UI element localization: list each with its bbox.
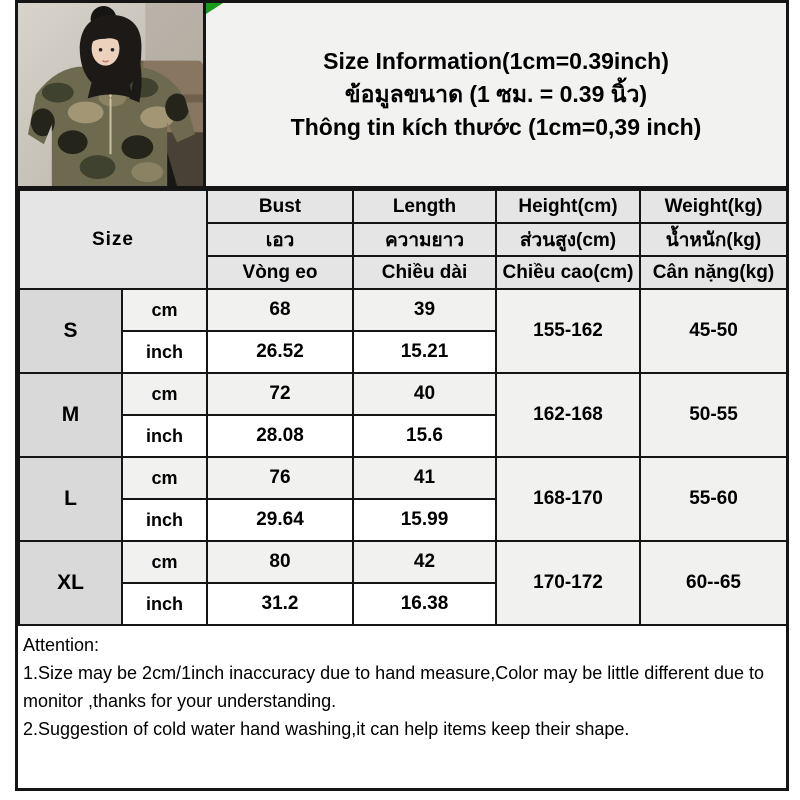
unit-inch: inch <box>122 583 207 625</box>
col-header-weight-th: น้ำหนัก(kg) <box>640 223 787 256</box>
length-inch-m: 15.6 <box>353 415 496 457</box>
col-header-length-en: Length <box>353 190 496 223</box>
height-s: 155-162 <box>496 289 640 373</box>
height-xl: 170-172 <box>496 541 640 625</box>
length-inch-l: 15.99 <box>353 499 496 541</box>
col-header-weight-en: Weight(kg) <box>640 190 787 223</box>
attention-note-2: 2.Suggestion of cold water hand washing,it can help items keep their shape. <box>23 719 630 739</box>
col-header-length-vi: Chiều dài <box>353 256 496 289</box>
size-header-cell: Size <box>19 190 207 289</box>
col-header-bust-vi: Vòng eo <box>207 256 353 289</box>
bust-cm-xl: 80 <box>207 541 353 583</box>
size-label-l: L <box>19 457 122 541</box>
green-corner-marker <box>206 3 223 14</box>
attention-note-1: 1.Size may be 2cm/1inch inaccuracy due to hand measure,Color may be little different due to monitor ,thanks for your understanding. <box>23 663 765 711</box>
col-header-height-vi: Chiều cao(cm) <box>496 256 640 289</box>
bust-cm-s: 68 <box>207 289 353 331</box>
weight-xl: 60--65 <box>640 541 787 625</box>
size-chart-frame <box>15 0 789 791</box>
bust-inch-xl: 31.2 <box>207 583 353 625</box>
unit-cm: cm <box>122 457 207 499</box>
table-row-s-cm <box>19 289 787 331</box>
length-inch-xl: 16.38 <box>353 583 496 625</box>
length-cm-xl: 42 <box>353 541 496 583</box>
length-inch-s: 15.21 <box>353 331 496 373</box>
weight-s: 45-50 <box>640 289 787 373</box>
col-header-bust-th: เอว <box>207 223 353 256</box>
size-label-s: S <box>19 289 122 373</box>
unit-cm: cm <box>122 541 207 583</box>
length-cm-l: 41 <box>353 457 496 499</box>
header <box>18 3 786 189</box>
length-cm-m: 40 <box>353 373 496 415</box>
bust-inch-m: 28.08 <box>207 415 353 457</box>
table-row-xl-cm <box>19 541 787 583</box>
height-m: 162-168 <box>496 373 640 457</box>
height-l: 168-170 <box>496 457 640 541</box>
bust-cm-m: 72 <box>207 373 353 415</box>
size-table <box>18 189 788 626</box>
table-row-m-cm <box>19 373 787 415</box>
unit-inch: inch <box>122 415 207 457</box>
col-header-height-th: ส่วนสูง(cm) <box>496 223 640 256</box>
title-thai: ข้อมูลขนาด (1 ซม. = 0.39 นิ้ว) <box>344 81 648 107</box>
product-photo <box>18 3 206 186</box>
header-row-english <box>19 190 787 223</box>
col-header-height-en: Height(cm) <box>496 190 640 223</box>
col-header-bust-en: Bust <box>207 190 353 223</box>
attention-notes <box>18 626 786 743</box>
unit-inch: inch <box>122 499 207 541</box>
unit-cm: cm <box>122 373 207 415</box>
product-photo-illustration <box>18 3 203 186</box>
title-block <box>206 3 786 186</box>
length-cm-s: 39 <box>353 289 496 331</box>
title-vietnamese: Thông tin kích thước (1cm=0,39 inch) <box>290 114 702 140</box>
table-row-l-cm <box>19 457 787 499</box>
size-label-xl: XL <box>19 541 122 625</box>
title-english: Size Information(1cm=0.39inch) <box>323 48 669 74</box>
bust-inch-s: 26.52 <box>207 331 353 373</box>
bust-cm-l: 76 <box>207 457 353 499</box>
weight-m: 50-55 <box>640 373 787 457</box>
size-label-m: M <box>19 373 122 457</box>
col-header-weight-vi: Cân nặng(kg) <box>640 256 787 289</box>
col-header-length-th: ความยาว <box>353 223 496 256</box>
unit-inch: inch <box>122 331 207 373</box>
bust-inch-l: 29.64 <box>207 499 353 541</box>
attention-heading: Attention: <box>23 635 100 655</box>
unit-cm: cm <box>122 289 207 331</box>
weight-l: 55-60 <box>640 457 787 541</box>
